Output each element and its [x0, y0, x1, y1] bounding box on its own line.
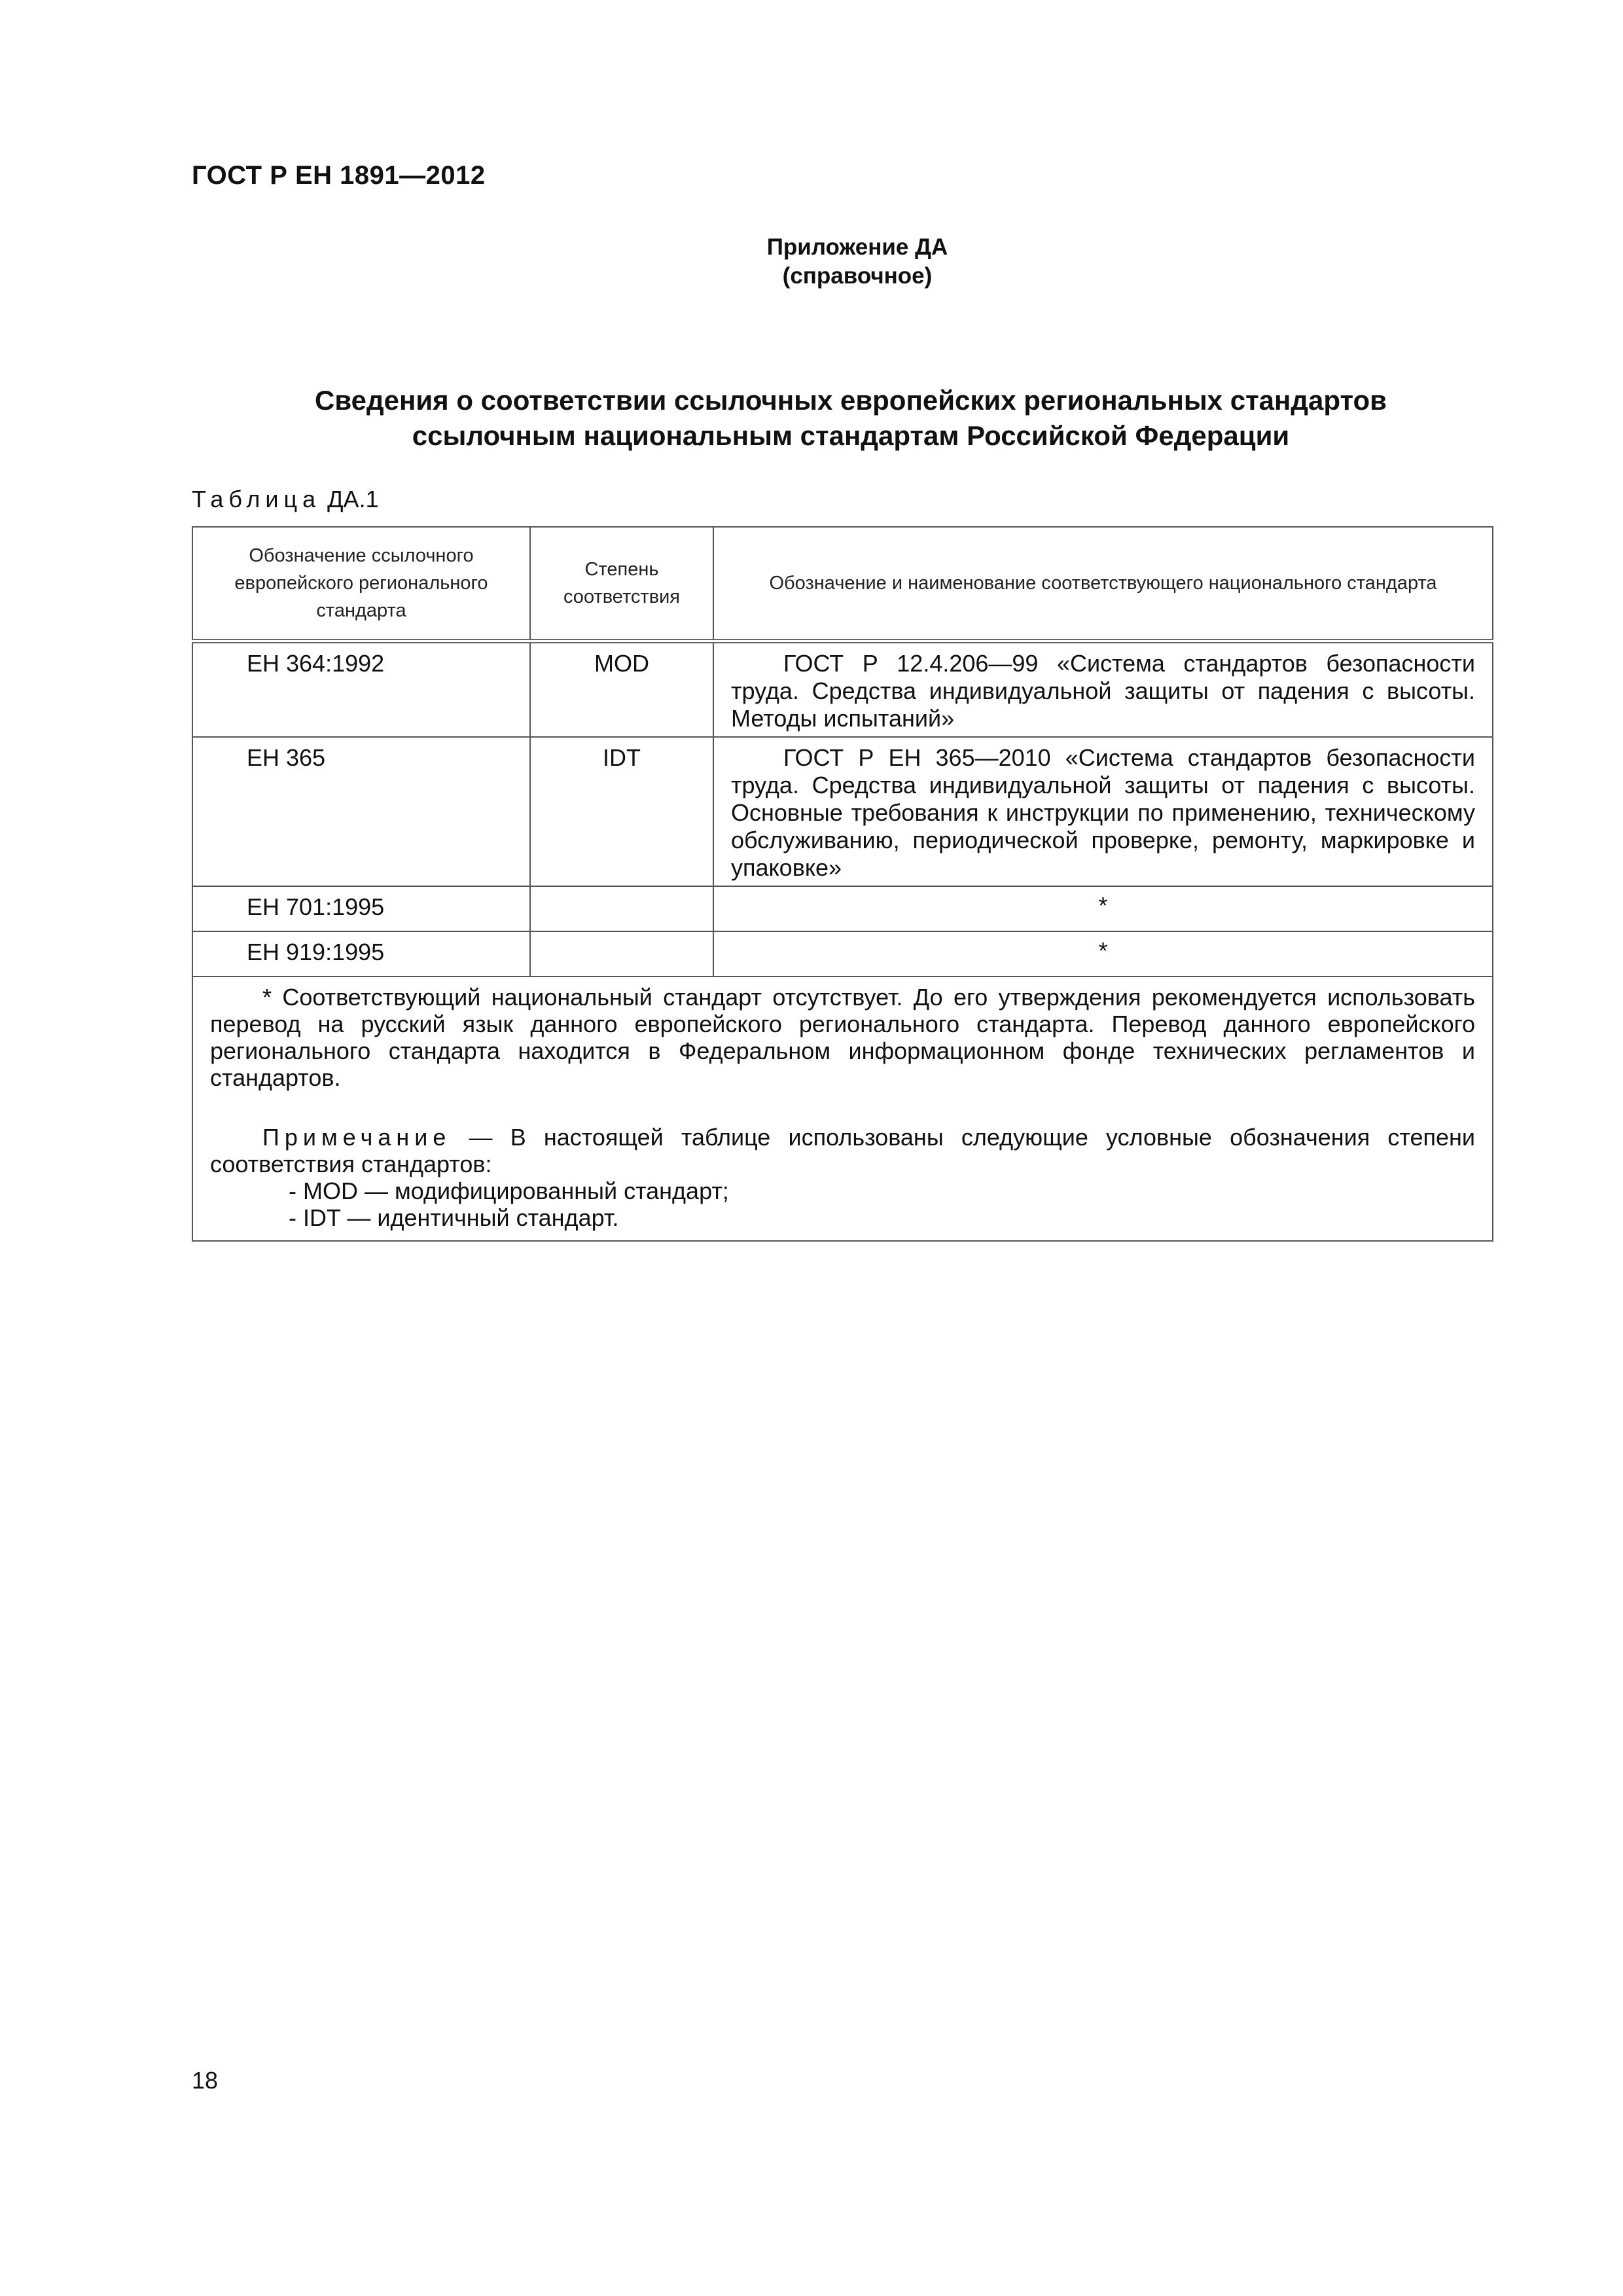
table-notes-cell [192, 977, 1493, 1241]
cell-national-standard: ГОСТ Р 12.4.206—99 «Система стандартов безопасности труда. Средства индивидуальной защиты от падения с высоты. Методы испытаний» [713, 641, 1493, 738]
table-caption-number: ДА.1 [327, 486, 379, 512]
annex-kind: (справочное) [782, 263, 933, 289]
section-heading-line-1: Сведения о соответствии ссылочных европейских региональных стандартов [315, 385, 1387, 416]
cell-degree [530, 886, 713, 931]
table-caption-word: Таблица [192, 486, 321, 512]
table-row [192, 931, 1493, 977]
column-header-national-standard: Обозначение и наименование соответствующего национального стандарта [713, 527, 1493, 641]
document-code: ГОСТ Р ЕН 1891—2012 [192, 161, 486, 190]
cell-degree [530, 931, 713, 977]
table-row [192, 641, 1493, 738]
column-header-degree: Степень соответствия [530, 527, 713, 641]
table-row [192, 737, 1493, 886]
table-footnote: * Соответствующий национальный стандарт отсутствует. До его утверждения рекомендуется использовать перевод на русский язык данного европейского регионального стандарта. Перевод данного европейского регионального стандарта находится в Федеральном информационном фонде технических регламентов и стандартов. [210, 984, 1475, 1091]
note-label: Примечание [262, 1124, 452, 1151]
cell-national-standard: ГОСТ Р ЕН 365—2010 «Система стандартов безопасности труда. Средства индивидуальной защиты от падения с высоты. Основные требования к инструкции по применению, техническому обслуживанию, периодической проверке, ремонту, маркировке и упаковке» [713, 737, 1493, 886]
note-legend-item: - IDT — идентичный стандарт. [289, 1204, 619, 1231]
table-row [192, 886, 1493, 931]
section-heading-line-2: ссылочным национальным стандартам Российской Федерации [412, 420, 1290, 451]
cell-degree: IDT [530, 737, 713, 886]
table-notes-row [192, 977, 1493, 1241]
cell-degree: MOD [530, 641, 713, 738]
page-number: 18 [192, 2067, 219, 2094]
cell-national-standard: * [713, 931, 1493, 977]
cell-european-code: ЕН 364:1992 [192, 641, 530, 738]
table-header-row [192, 527, 1493, 641]
cell-european-code: ЕН 365 [192, 737, 530, 886]
table-caption [192, 486, 379, 513]
note-text: — В настоящей таблице использованы следующие условные обозначения степени соответствия стандартов: [210, 1124, 1475, 1177]
correspondence-table [192, 526, 1493, 1242]
cell-european-code: ЕН 701:1995 [192, 886, 530, 931]
cell-european-code: ЕН 919:1995 [192, 931, 530, 977]
annex-title: Приложение ДА [766, 234, 948, 260]
column-header-european-standard: Обозначение ссылочного европейского регионального стандарта [192, 527, 530, 641]
table-note [210, 1124, 1475, 1177]
cell-national-standard: * [713, 886, 1493, 931]
note-legend-item: - MOD — модифицированный стандарт; [289, 1177, 729, 1204]
